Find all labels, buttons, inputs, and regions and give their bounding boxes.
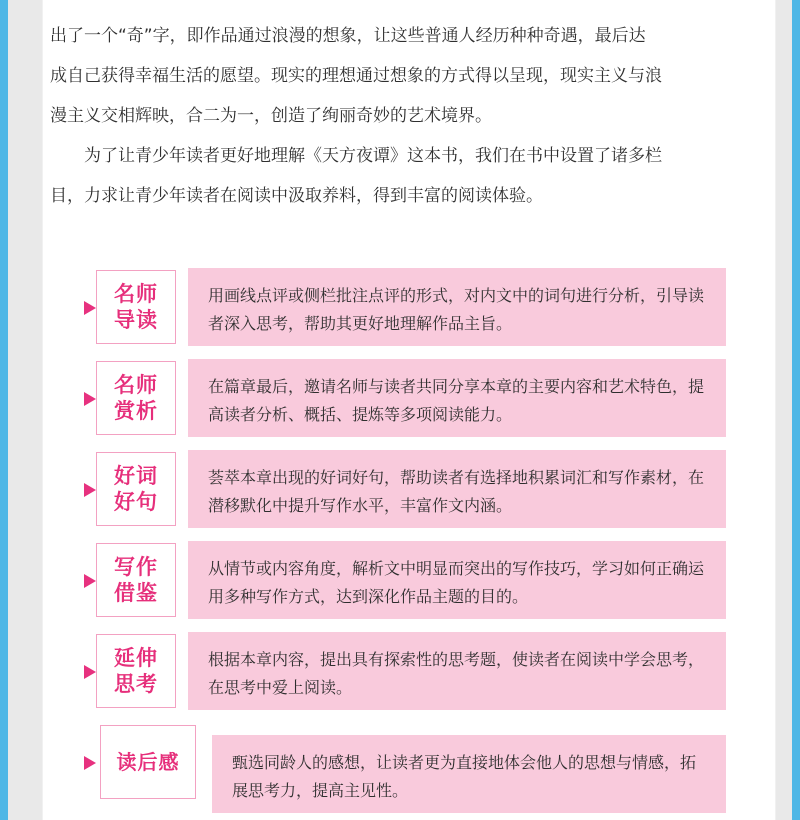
feature-label: 名师 导读 [114, 282, 158, 332]
intro-text [50, 0, 750, 216]
paragraph-2-line-2: 目，力求让青少年读者在阅读中汲取养料，得到丰富的阅读体验。 [50, 186, 543, 206]
feature-row [84, 539, 732, 630]
feature-label-box [96, 452, 176, 526]
feature-label-box [96, 270, 176, 344]
feature-label: 名师 赏析 [114, 373, 158, 423]
paragraph-2-line-1: 为了让青少年读者更好地理解《天方夜谭》这本书，我们在书中设置了诸多栏 [84, 146, 662, 166]
cropped-top-line [50, 0, 750, 16]
feature-label: 好词 好句 [114, 464, 158, 514]
triangle-marker-icon [84, 301, 96, 315]
triangle-marker-icon [84, 665, 96, 679]
feature-description: 在篇章最后，邀请名师与读者共同分享本章的主要内容和艺术特色，提高读者分析、概括、提炼等多项阅读能力。 [188, 359, 726, 437]
feature-row [84, 721, 732, 812]
feature-label: 延伸 思考 [114, 646, 158, 696]
feature-label-box [100, 725, 196, 799]
triangle-marker-icon [84, 392, 96, 406]
triangle-marker-icon [84, 574, 96, 588]
feature-description: 根据本章内容，提出具有探索性的思考题，使读者在阅读中学会思考，在思考中爱上阅读。 [188, 632, 726, 710]
feature-row [84, 357, 732, 448]
feature-row [84, 448, 732, 539]
feature-row [84, 630, 732, 721]
feature-description: 用画线点评或侧栏批注点评的形式，对内文中的词句进行分析，引导读者深入思考，帮助其更好地理解作品主旨。 [188, 268, 726, 346]
feature-description: 从情节或内容角度，解析文中明显而突出的写作技巧，学习如何正确运用多种写作方式，达到深化作品主题的目的。 [188, 541, 726, 619]
feature-label-box [96, 361, 176, 435]
feature-label-box [96, 543, 176, 617]
feature-label: 写作 借鉴 [114, 555, 158, 605]
feature-description: 甄选同龄人的感想，让读者更为直接地体会他人的思想与情感，拓展思考力，提高主见性。 [212, 735, 726, 813]
feature-row [84, 266, 732, 357]
triangle-marker-icon [84, 483, 96, 497]
feature-label: 读后感 [116, 750, 180, 774]
intro-line-2: 成自己获得幸福生活的愿望。现实的理想通过想象的方式得以呈现，现实主义与浪 [50, 66, 662, 86]
feature-list [84, 266, 732, 812]
intro-line-3: 漫主义交相辉映，合二为一，创造了绚丽奇妙的艺术境界。 [50, 106, 492, 126]
triangle-marker-icon [84, 756, 96, 770]
feature-description: 荟萃本章出现的好词好句，帮助读者有选择地积累词汇和写作素材，在潜移默化中提升写作水平，丰富作文内涵。 [188, 450, 726, 528]
feature-label-box [96, 634, 176, 708]
intro-line-1: 出了一个“奇”字，即作品通过浪漫的想象，让这些普通人经历种种奇遇，最后达 [50, 26, 646, 46]
